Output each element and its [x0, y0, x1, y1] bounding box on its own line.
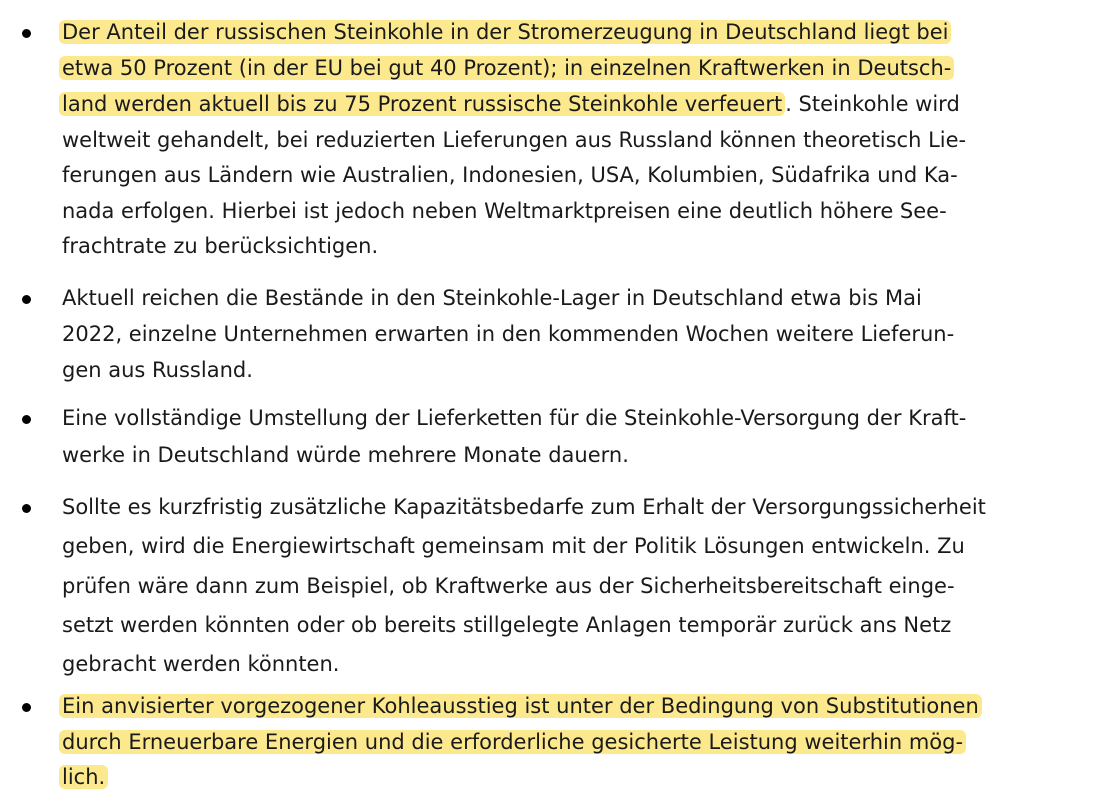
text-line	[62, 649, 339, 679]
highlighted-text: durch Erneuerbare Energien und die erforderliche gesicherte Leistung weiterhin mög-	[59, 730, 966, 754]
text-span: nada erfolgen. Hierbei ist jedoch neben Weltmarktpreisen eine deutlich höhere See-	[62, 199, 947, 223]
highlighted-text: etwa 50 Prozent (in der EU bei gut 40 Prozent); in einzelnen Kraftwerken in Deutsch-	[59, 56, 954, 80]
text-line	[62, 727, 966, 757]
text-line	[62, 17, 951, 47]
bullet-dot-icon	[22, 415, 31, 424]
text-span: Eine vollständige Umstellung der Lieferketten für die Steinkohle-Versorgung der Kraft-	[62, 406, 967, 430]
bullet-dot-icon	[22, 504, 31, 513]
text-line	[62, 762, 108, 792]
text-line	[62, 403, 966, 433]
text-span: werke in Deutschland würde mehrere Monate dauern.	[62, 443, 629, 467]
text-line	[62, 283, 922, 313]
text-line	[62, 531, 965, 561]
text-span: setzt werden könnten oder ob bereits stillgelegte Anlagen temporär zurück ans Netz	[62, 613, 952, 637]
highlighted-text: lich.	[59, 765, 108, 789]
text-span: geben, wird die Energiewirtschaft gemeinsam mit der Politik Lösungen entwickeln. Zu	[62, 534, 965, 558]
text-line	[62, 160, 958, 190]
highlighted-text: Der Anteil der russischen Steinkohle in der Stromerzeugung in Deutschland liegt bei	[59, 20, 951, 44]
text-span: Sollte es kurzfristig zusätzliche Kapazitätsbedarfe zum Erhalt der Versorgungssicherheit	[62, 495, 986, 519]
text-line	[62, 610, 951, 640]
text-line	[62, 196, 947, 226]
text-span: weltweit gehandelt, bei reduzierten Lieferungen aus Russland können theoretisch Lie-	[62, 128, 967, 152]
text-line	[62, 492, 986, 522]
text-line	[62, 53, 954, 83]
bullet-dot-icon	[22, 29, 31, 38]
text-span: prüfen wäre dann zum Beispiel, ob Kraftwerke aus der Sicherheitsbereitschaft einge-	[62, 574, 955, 598]
highlighted-text: land werden aktuell bis zu 75 Prozent russische Steinkohle verfeuert	[59, 92, 785, 116]
highlighted-text: Ein anvisierter vorgezogener Kohleausstieg ist unter der Bedingung von Substitutionen	[59, 694, 982, 718]
text-span: . Steinkohle wird	[785, 92, 960, 116]
text-line	[62, 355, 253, 385]
text-span: gebracht werden könnten.	[62, 652, 340, 676]
bullet-dot-icon	[22, 295, 31, 304]
text-span: 2022, einzelne Unternehmen erwarten in den kommenden Wochen weitere Lieferun-	[62, 322, 955, 346]
text-span: Aktuell reichen die Bestände in den Steinkohle-Lager in Deutschland etwa bis Mai	[62, 286, 922, 310]
text-line	[62, 125, 966, 155]
text-span: frachtrate zu berücksichtigen.	[62, 234, 379, 258]
text-line	[62, 231, 378, 261]
text-span: ferungen aus Ländern wie Australien, Indonesien, USA, Kolumbien, Südafrika und Ka-	[62, 163, 958, 187]
text-line	[62, 691, 982, 721]
text-line	[62, 440, 629, 470]
text-line	[62, 571, 955, 601]
text-line	[62, 319, 954, 349]
bullet-dot-icon	[22, 703, 31, 712]
text-span: gen aus Russland.	[62, 358, 253, 382]
text-line	[62, 89, 960, 119]
